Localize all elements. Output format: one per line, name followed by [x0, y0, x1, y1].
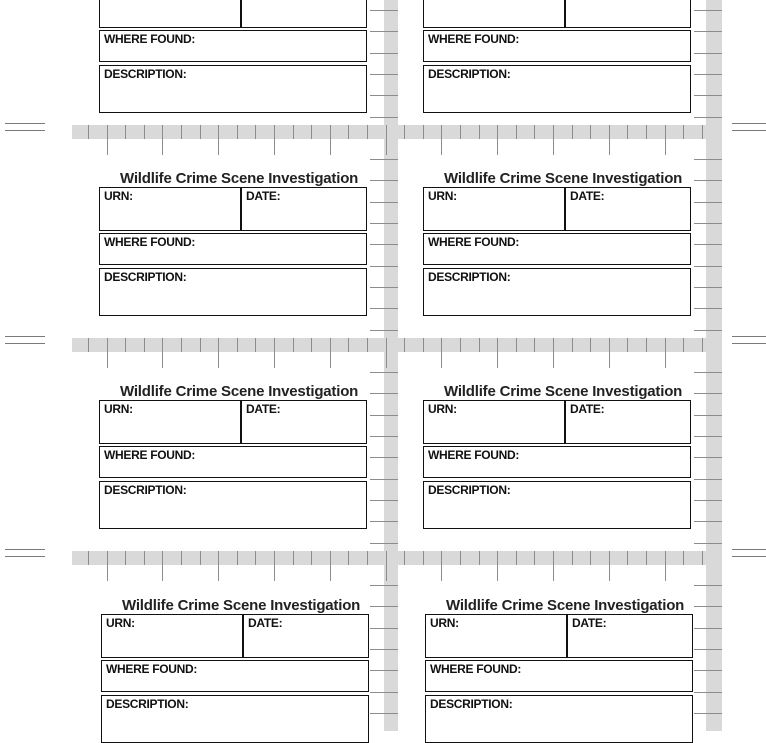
ruler-tick: [694, 223, 722, 224]
ruler-tick: [694, 266, 722, 267]
ruler-tick: [370, 521, 398, 522]
ruler-tick: [370, 393, 398, 394]
card-title: Wildlife Crime Scene Investigation: [444, 383, 683, 400]
ruler-tick: [609, 125, 610, 155]
ruler-tick: [370, 244, 398, 245]
ruler-tick: [694, 457, 722, 458]
ruler-tick: [694, 53, 722, 54]
ruler-tick: [293, 551, 294, 565]
ruler-tick: [125, 125, 126, 139]
where-found-field: WHERE FOUND:: [423, 30, 691, 62]
card-title: Wildlife Crime Scene Investigation: [120, 170, 359, 187]
ruler-tick: [348, 551, 349, 565]
ruler-tick: [255, 551, 256, 565]
ruler-tick: [370, 479, 398, 480]
date-field: DATE:: [565, 400, 691, 444]
ruler-tick: [88, 551, 89, 565]
ruler-tick: [627, 125, 628, 139]
description-field: DESCRIPTION:: [99, 481, 367, 529]
ruler-tick: [274, 551, 275, 581]
description-field: DESCRIPTION:: [425, 695, 693, 743]
ruler-tick: [370, 330, 398, 331]
ruler-tick: [404, 125, 405, 139]
urn-field: [99, 0, 241, 28]
ruler-tick: [702, 125, 703, 139]
ruler-tick: [646, 551, 647, 565]
ruler-tick: [665, 551, 666, 581]
ruler-tick: [370, 543, 398, 544]
card-title: Wildlife Crime Scene Investigation: [122, 597, 361, 614]
date-field: DATE:: [241, 187, 367, 231]
ruler-tick: [370, 500, 398, 501]
ruler-tick: [311, 125, 312, 139]
ruler-tick: [694, 393, 722, 394]
ruler-tick: [162, 338, 163, 368]
ruler-tick: [370, 202, 398, 203]
ruler-tick: [646, 338, 647, 352]
where-found-field: WHERE FOUND:: [425, 660, 693, 692]
ruler-tick: [460, 125, 461, 139]
ruler-tick: [479, 338, 480, 352]
ruler-tick: [370, 308, 398, 309]
ruler-tick: [694, 330, 722, 331]
ruler-tick: [370, 117, 398, 118]
ruler-tick: [479, 551, 480, 565]
ruler-tick: [590, 338, 591, 352]
ruler-tick: [330, 551, 331, 581]
crop-mark: [5, 123, 45, 124]
ruler-tick: [404, 338, 405, 352]
ruler-tick: [460, 338, 461, 352]
ruler-tick: [370, 436, 398, 437]
description-field: DESCRIPTION:: [99, 268, 367, 316]
ruler-tick: [665, 125, 666, 155]
ruler-tick: [274, 338, 275, 368]
description-field: DESCRIPTION:: [423, 268, 691, 316]
ruler-tick: [404, 551, 405, 565]
ruler-tick: [370, 53, 398, 54]
where-found-field: WHERE FOUND:: [99, 446, 367, 478]
ruler-tick: [479, 125, 480, 139]
ruler-tick: [370, 692, 398, 693]
horizontal-guide-band: [72, 125, 722, 139]
ruler-tick: [386, 551, 387, 581]
ruler-tick: [370, 159, 398, 160]
ruler-tick: [590, 551, 591, 565]
crop-mark: [732, 130, 766, 131]
ruler-tick: [348, 338, 349, 352]
ruler-tick: [572, 338, 573, 352]
ruler-tick: [386, 338, 387, 368]
where-found-field: WHERE FOUND:: [423, 233, 691, 265]
ruler-tick: [293, 125, 294, 139]
ruler-tick: [200, 551, 201, 565]
ruler-tick: [255, 125, 256, 139]
vertical-guide-band: [706, 0, 722, 731]
ruler-tick: [702, 338, 703, 352]
crop-mark: [732, 549, 766, 550]
crop-mark: [732, 336, 766, 337]
ruler-tick: [534, 125, 535, 139]
ruler-tick: [683, 338, 684, 352]
ruler-tick: [694, 649, 722, 650]
ruler-tick: [144, 338, 145, 352]
ruler-tick: [423, 338, 424, 352]
description-field: DESCRIPTION:: [99, 65, 367, 113]
crop-mark: [5, 336, 45, 337]
ruler-tick: [144, 125, 145, 139]
ruler-tick: [694, 10, 722, 11]
ruler-tick: [694, 287, 722, 288]
ruler-tick: [237, 125, 238, 139]
ruler-tick: [553, 551, 554, 581]
ruler-tick: [694, 585, 722, 586]
crop-mark: [732, 123, 766, 124]
ruler-tick: [293, 338, 294, 352]
ruler-tick: [702, 551, 703, 565]
where-found-field: WHERE FOUND:: [423, 446, 691, 478]
ruler-tick: [370, 415, 398, 416]
ruler-tick: [367, 551, 368, 565]
ruler-tick: [370, 649, 398, 650]
ruler-tick: [370, 31, 398, 32]
ruler-tick: [694, 670, 722, 671]
ruler-tick: [370, 266, 398, 267]
ruler-tick: [311, 338, 312, 352]
ruler-tick: [370, 95, 398, 96]
ruler-tick: [694, 180, 722, 181]
ruler-tick: [572, 551, 573, 565]
ruler-tick: [386, 125, 387, 155]
ruler-tick: [590, 125, 591, 139]
ruler-tick: [694, 415, 722, 416]
ruler-tick: [370, 606, 398, 607]
ruler-tick: [370, 223, 398, 224]
ruler-tick: [144, 551, 145, 565]
ruler-tick: [609, 551, 610, 581]
ruler-tick: [694, 95, 722, 96]
ruler-tick: [694, 372, 722, 373]
ruler-tick: [370, 457, 398, 458]
ruler-tick: [181, 125, 182, 139]
ruler-tick: [694, 479, 722, 480]
ruler-tick: [162, 551, 163, 581]
ruler-tick: [200, 338, 201, 352]
ruler-tick: [553, 125, 554, 155]
ruler-tick: [423, 125, 424, 139]
ruler-tick: [441, 338, 442, 368]
ruler-tick: [237, 551, 238, 565]
date-field: [565, 0, 691, 28]
ruler-tick: [218, 551, 219, 581]
ruler-tick: [609, 338, 610, 368]
ruler-tick: [627, 338, 628, 352]
ruler-tick: [370, 670, 398, 671]
ruler-tick: [330, 338, 331, 368]
ruler-tick: [694, 159, 722, 160]
date-field: DATE:: [567, 614, 693, 658]
ruler-tick: [694, 500, 722, 501]
ruler-tick: [441, 551, 442, 581]
ruler-tick: [516, 125, 517, 139]
ruler-tick: [367, 125, 368, 139]
ruler-tick: [497, 125, 498, 155]
horizontal-guide-band: [72, 551, 722, 565]
ruler-tick: [348, 125, 349, 139]
urn-field: URN:: [99, 400, 241, 444]
ruler-tick: [694, 521, 722, 522]
ruler-tick: [125, 551, 126, 565]
ruler-tick: [237, 338, 238, 352]
ruler-tick: [370, 287, 398, 288]
card-title: Wildlife Crime Scene Investigation: [444, 170, 683, 187]
ruler-tick: [370, 10, 398, 11]
ruler-tick: [627, 551, 628, 565]
description-field: DESCRIPTION:: [423, 481, 691, 529]
crop-mark: [732, 556, 766, 557]
ruler-tick: [683, 551, 684, 565]
description-field: DESCRIPTION:: [101, 695, 369, 743]
urn-field: URN:: [423, 400, 565, 444]
card-title: Wildlife Crime Scene Investigation: [446, 597, 685, 614]
date-field: DATE:: [241, 400, 367, 444]
ruler-tick: [553, 338, 554, 368]
ruler-tick: [646, 125, 647, 139]
ruler-tick: [107, 125, 108, 155]
date-field: DATE:: [565, 187, 691, 231]
ruler-tick: [497, 551, 498, 581]
ruler-tick: [694, 244, 722, 245]
ruler-tick: [311, 551, 312, 565]
ruler-tick: [694, 692, 722, 693]
ruler-tick: [370, 372, 398, 373]
crop-mark: [5, 556, 45, 557]
ruler-tick: [423, 551, 424, 565]
date-field: [241, 0, 367, 28]
date-field: DATE:: [243, 614, 369, 658]
ruler-tick: [572, 125, 573, 139]
ruler-tick: [200, 125, 201, 139]
description-field: DESCRIPTION:: [423, 65, 691, 113]
ruler-tick: [534, 551, 535, 565]
crop-mark: [5, 130, 45, 131]
ruler-tick: [218, 338, 219, 368]
ruler-tick: [255, 338, 256, 352]
ruler-tick: [107, 338, 108, 368]
ruler-tick: [181, 551, 182, 565]
ruler-tick: [694, 117, 722, 118]
ruler-tick: [694, 628, 722, 629]
ruler-tick: [516, 551, 517, 565]
ruler-tick: [181, 338, 182, 352]
ruler-tick: [370, 585, 398, 586]
ruler-tick: [441, 125, 442, 155]
ruler-tick: [125, 338, 126, 352]
ruler-tick: [694, 436, 722, 437]
ruler-tick: [107, 551, 108, 581]
ruler-tick: [694, 713, 722, 714]
urn-field: URN:: [423, 187, 565, 231]
crop-mark: [5, 549, 45, 550]
ruler-tick: [370, 74, 398, 75]
crop-mark: [5, 343, 45, 344]
ruler-tick: [694, 31, 722, 32]
card-title: Wildlife Crime Scene Investigation: [120, 383, 359, 400]
ruler-tick: [497, 338, 498, 368]
ruler-tick: [88, 338, 89, 352]
ruler-tick: [694, 308, 722, 309]
ruler-tick: [665, 338, 666, 368]
ruler-tick: [88, 125, 89, 139]
where-found-field: WHERE FOUND:: [99, 30, 367, 62]
crop-mark: [732, 343, 766, 344]
urn-field: [423, 0, 565, 28]
ruler-tick: [370, 628, 398, 629]
ruler-tick: [370, 180, 398, 181]
ruler-tick: [694, 74, 722, 75]
ruler-tick: [162, 125, 163, 155]
ruler-tick: [534, 338, 535, 352]
ruler-tick: [516, 338, 517, 352]
urn-field: URN:: [425, 614, 567, 658]
ruler-tick: [218, 125, 219, 155]
ruler-tick: [367, 338, 368, 352]
ruler-tick: [683, 125, 684, 139]
urn-field: URN:: [99, 187, 241, 231]
ruler-tick: [330, 125, 331, 155]
ruler-tick: [460, 551, 461, 565]
ruler-tick: [274, 125, 275, 155]
urn-field: URN:: [101, 614, 243, 658]
where-found-field: WHERE FOUND:: [101, 660, 369, 692]
ruler-tick: [694, 202, 722, 203]
ruler-tick: [370, 713, 398, 714]
horizontal-guide-band: [72, 338, 722, 352]
ruler-tick: [694, 543, 722, 544]
where-found-field: WHERE FOUND:: [99, 233, 367, 265]
ruler-tick: [694, 606, 722, 607]
